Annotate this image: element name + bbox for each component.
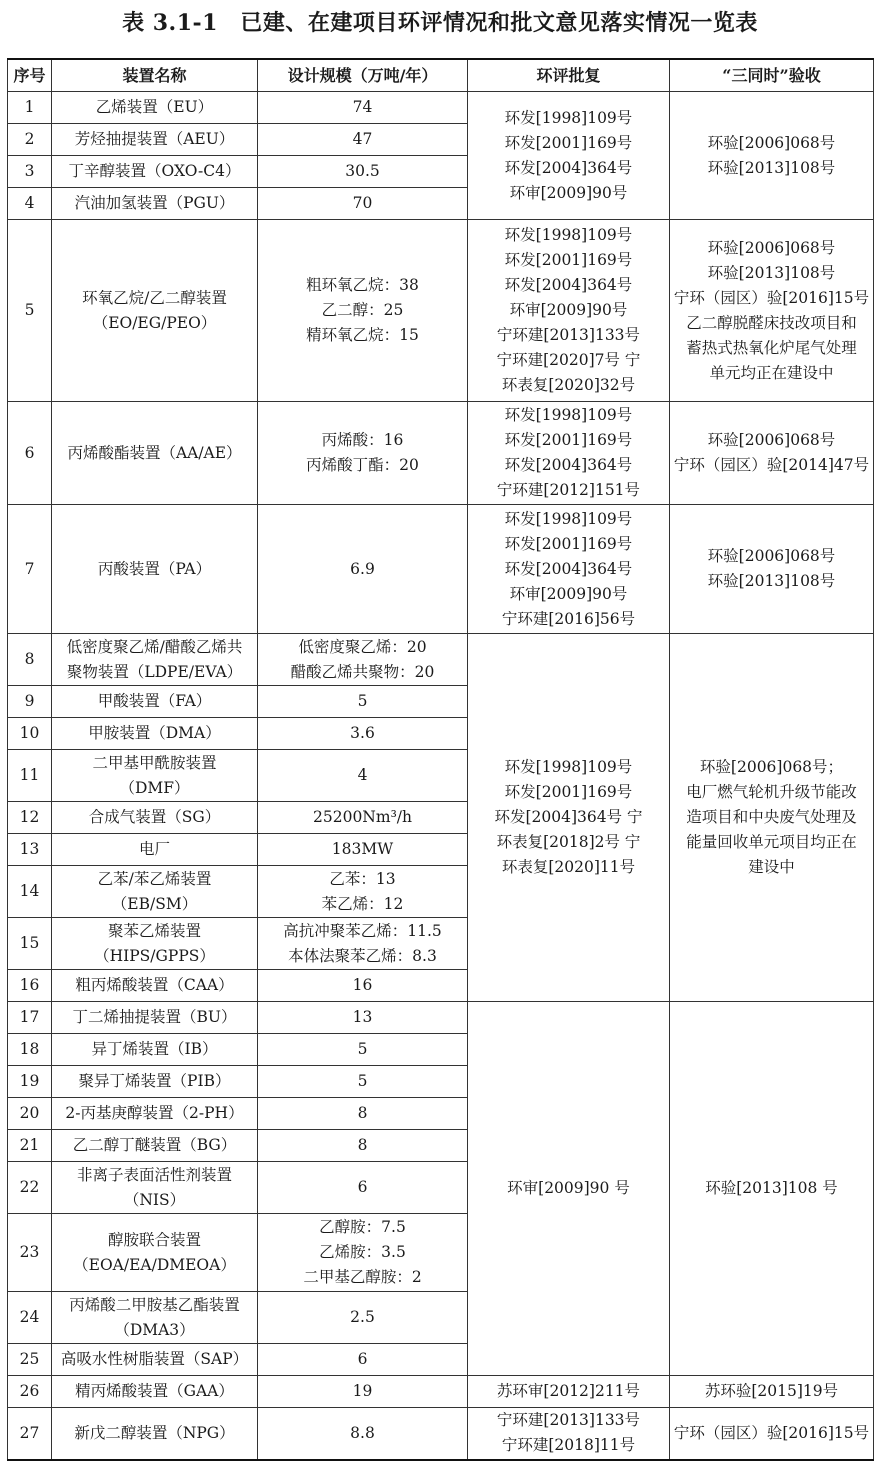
unit-name xyxy=(52,92,258,124)
acceptance-cell xyxy=(670,402,874,505)
unit-name-line: 乙苯/苯乙烯装置 xyxy=(97,869,212,888)
approval-line: 环发[2001]169号 xyxy=(504,431,633,449)
row-number: 4 xyxy=(8,188,52,220)
row-number: 16 xyxy=(8,970,52,1002)
unit-name xyxy=(52,750,258,802)
row-number: 2 xyxy=(8,124,52,156)
acceptance-line: 建设中 xyxy=(748,858,795,876)
table-row xyxy=(8,634,874,686)
row-number: 17 xyxy=(8,1002,52,1034)
design-scale-line: 30.5 xyxy=(345,162,380,180)
design-scale-line: 8 xyxy=(357,1104,368,1122)
unit-name-line: （EB/SM） xyxy=(111,894,198,913)
approval-line: 环表复[2020]32号 xyxy=(501,376,636,394)
acceptance-line: 电厂燃气轮机升级节能改 xyxy=(686,783,857,801)
design-scale-line: 2.5 xyxy=(350,1308,375,1326)
approval-cell xyxy=(468,505,670,634)
acceptance-line: 宁环（园区）验[2016]15号 xyxy=(673,288,870,307)
unit-name-line: 新戊二醇装置（NPG） xyxy=(74,1423,235,1442)
acceptance-line: 环验[2006]068号 xyxy=(707,238,836,257)
design-scale xyxy=(258,1130,468,1162)
acceptance-line: 环验[2013]108 号 xyxy=(705,1179,838,1197)
design-scale xyxy=(258,1376,468,1408)
approval-line: 宁环建[2013]133号 xyxy=(496,1411,641,1430)
unit-name xyxy=(52,1344,258,1376)
design-scale-line: 二甲基乙醇胺：2 xyxy=(303,1268,422,1286)
design-scale-line: 丙烯酸：16 xyxy=(321,431,404,449)
unit-name-line: 芳烃抽提装置（AEU） xyxy=(74,130,235,148)
design-scale xyxy=(258,834,468,866)
design-scale-line: 乙二醇：25 xyxy=(321,301,404,319)
design-scale xyxy=(258,634,468,686)
unit-name-line: 聚物装置（LDPE/EVA） xyxy=(66,662,243,681)
design-scale xyxy=(258,156,468,188)
approval-cell xyxy=(468,1002,670,1376)
unit-name-line: 聚苯乙烯装置 xyxy=(107,921,201,940)
row-number: 22 xyxy=(8,1162,52,1214)
row-number: 8 xyxy=(8,634,52,686)
design-scale-line: 8 xyxy=(357,1136,368,1154)
unit-name-line: 粗丙烯酸装置（CAA） xyxy=(75,976,234,994)
unit-name-line: 高吸水性树脂装置（SAP） xyxy=(60,1350,249,1368)
row-number: 24 xyxy=(8,1292,52,1344)
row-number: 7 xyxy=(8,505,52,634)
design-scale-line: 4 xyxy=(357,766,368,784)
approval-line: 环发[1998]109号 xyxy=(504,108,633,127)
table-row xyxy=(8,220,874,402)
unit-name-line: 异丁烯装置（IB） xyxy=(91,1040,218,1058)
design-scale xyxy=(258,750,468,802)
header-scale: 设计规模（万吨/年） xyxy=(258,59,468,92)
approval-cell xyxy=(468,220,670,402)
approval-line: 宁环建[2020]7号 宁 xyxy=(496,351,641,369)
approval-line: 环发[1998]109号 xyxy=(504,509,633,528)
design-scale xyxy=(258,1344,468,1376)
approval-line: 环发[2004]364号 xyxy=(504,276,633,294)
unit-name-line: 醇胺联合装置 xyxy=(107,1230,201,1249)
row-number: 25 xyxy=(8,1344,52,1376)
row-number: 13 xyxy=(8,834,52,866)
unit-name-line: 精丙烯酸装置（GAA） xyxy=(75,1382,234,1400)
design-scale-line: 5 xyxy=(357,692,368,710)
design-scale xyxy=(258,220,468,402)
design-scale xyxy=(258,188,468,220)
design-scale-line: 6.9 xyxy=(350,559,375,578)
unit-name xyxy=(52,124,258,156)
header-no: 序号 xyxy=(8,59,52,92)
unit-name xyxy=(52,866,258,918)
design-scale xyxy=(258,1214,468,1292)
approval-line: 环发[2004]364号 xyxy=(504,158,633,177)
row-number: 12 xyxy=(8,802,52,834)
table-row xyxy=(8,505,874,634)
unit-name xyxy=(52,1098,258,1130)
acceptance-line: 乙二醇脱醛床技改项目和 xyxy=(686,313,857,332)
unit-name-line: 合成气装置（SG） xyxy=(88,808,221,826)
approval-line: 环发[2004]364号 xyxy=(504,456,633,474)
design-scale xyxy=(258,1066,468,1098)
row-number: 6 xyxy=(8,402,52,505)
acceptance-line: 单元均正在建设中 xyxy=(709,363,834,382)
unit-name xyxy=(52,1292,258,1344)
design-scale-line: 乙苯：13 xyxy=(329,869,396,888)
unit-name-line: 丙烯酸酯装置（AA/AE） xyxy=(67,443,242,462)
design-scale xyxy=(258,1034,468,1066)
design-scale-line: 47 xyxy=(352,130,373,148)
row-number: 3 xyxy=(8,156,52,188)
approval-cell xyxy=(468,634,670,1002)
approval-line: 环审[2009]90 号 xyxy=(507,1179,630,1197)
approval-line: 环发[2001]169号 xyxy=(504,251,633,269)
unit-name xyxy=(52,834,258,866)
acceptance-cell xyxy=(670,1408,874,1460)
acceptance-cell xyxy=(670,1376,874,1408)
acceptance-line: 环验[2013]108号 xyxy=(707,572,836,590)
unit-name xyxy=(52,686,258,718)
acceptance-line: 环验[2013]108号 xyxy=(707,158,836,177)
row-number: 14 xyxy=(8,866,52,918)
design-scale-line: 74 xyxy=(352,98,373,116)
design-scale xyxy=(258,866,468,918)
unit-name xyxy=(52,505,258,634)
approval-line: 环发[1998]109号 xyxy=(504,758,633,776)
unit-name xyxy=(52,1002,258,1034)
header-name: 装置名称 xyxy=(52,59,258,92)
acceptance-line: 环验[2006]068号 xyxy=(707,133,836,152)
unit-name-line: 乙二醇丁醚装置（BG） xyxy=(72,1136,237,1154)
unit-name-line: （HIPS/GPPS） xyxy=(94,946,215,965)
design-scale xyxy=(258,802,468,834)
table-row xyxy=(8,1002,874,1034)
unit-name xyxy=(52,1408,258,1460)
design-scale-line: 5 xyxy=(357,1040,368,1058)
header-approval: 环评批复 xyxy=(468,59,670,92)
approval-line: 宁环建[2013]133号 xyxy=(496,326,641,344)
row-number: 21 xyxy=(8,1130,52,1162)
row-number: 9 xyxy=(8,686,52,718)
table-row xyxy=(8,1408,874,1460)
acceptance-line: 环验[2013]108号 xyxy=(707,263,836,282)
acceptance-line: 宁环（园区）验[2016]15号 xyxy=(673,1423,870,1442)
approval-line: 环表复[2020]11号 xyxy=(501,858,636,876)
row-number: 20 xyxy=(8,1098,52,1130)
approval-line: 环审[2009]90号 xyxy=(509,584,628,603)
design-scale-line: 183MW xyxy=(331,840,394,858)
unit-name-line: （EOA/EA/DMEOA） xyxy=(73,1255,236,1274)
unit-name-line: 二甲基甲酰胺装置 xyxy=(92,753,217,772)
unit-name-line: 丙烯酸二甲胺基乙酯装置 xyxy=(69,1295,240,1314)
unit-name-line: 丙酸装置（PA） xyxy=(97,559,212,578)
table-title: 表 3.1-1 已建、在建项目环评情况和批文意见落实情况一览表 xyxy=(122,10,758,36)
unit-name-line: （DMA3） xyxy=(114,1320,195,1339)
acceptance-line: 环验[2006]068号； xyxy=(699,758,844,776)
design-scale xyxy=(258,1098,468,1130)
design-scale-line: 本体法聚苯乙烯：8.3 xyxy=(288,946,437,965)
row-number: 10 xyxy=(8,718,52,750)
approval-line: 环发[1998]109号 xyxy=(504,406,633,424)
unit-name-line: （DMF） xyxy=(119,778,190,797)
approval-line: 环发[2001]169号 xyxy=(504,133,633,152)
design-scale-line: 16 xyxy=(352,976,373,994)
unit-name-line: （EO/EG/PEO） xyxy=(92,313,217,332)
unit-name-line: 丁二烯抽提装置（BU） xyxy=(72,1008,237,1026)
approval-cell xyxy=(468,1408,670,1460)
approval-cell xyxy=(468,402,670,505)
row-number: 23 xyxy=(8,1214,52,1292)
design-scale-line: 低密度聚乙烯：20 xyxy=(298,637,427,656)
design-scale xyxy=(258,970,468,1002)
approval-line: 环发[2004]364号 宁 xyxy=(494,808,643,826)
design-scale xyxy=(258,92,468,124)
table-row xyxy=(8,1376,874,1408)
approval-line: 宁环建[2016]56号 xyxy=(501,609,636,628)
design-scale xyxy=(258,124,468,156)
unit-name xyxy=(52,188,258,220)
unit-name-line: 2-丙基庚醇装置（2-PH） xyxy=(65,1104,244,1122)
unit-name-line: 低密度聚乙烯/醋酸乙烯共 xyxy=(66,637,243,656)
approval-line: 环审[2009]90号 xyxy=(509,301,628,319)
unit-name xyxy=(52,918,258,970)
unit-name xyxy=(52,634,258,686)
row-number: 5 xyxy=(8,220,52,402)
approval-line: 环发[1998]109号 xyxy=(504,226,633,244)
acceptance-cell xyxy=(670,92,874,220)
unit-name-line: 汽油加氢装置（PGU） xyxy=(74,194,235,212)
design-scale xyxy=(258,918,468,970)
table-row xyxy=(8,402,874,505)
design-scale xyxy=(258,505,468,634)
unit-name-line: （NIS） xyxy=(123,1190,186,1209)
unit-name-line: 丁辛醇装置（OXO-C4） xyxy=(68,162,241,180)
design-scale-line: 粗环氧乙烷：38 xyxy=(306,276,419,294)
approval-cell xyxy=(468,92,670,220)
unit-name-line: 聚异丁烯装置（PIB） xyxy=(78,1072,231,1090)
acceptance-cell xyxy=(670,505,874,634)
unit-name xyxy=(52,1162,258,1214)
design-scale xyxy=(258,1162,468,1214)
unit-name-line: 乙烯装置（EU） xyxy=(95,98,214,116)
header-acceptance: “三同时”验收 xyxy=(670,59,874,92)
unit-name-line: 甲胺装置（DMA） xyxy=(88,724,221,742)
row-number: 11 xyxy=(8,750,52,802)
project-table xyxy=(7,58,874,1461)
acceptance-line: 苏环验[2015]19号 xyxy=(704,1382,839,1400)
unit-name-line: 环氧乙烷/乙二醇装置 xyxy=(82,288,227,307)
design-scale-line: 丙烯酸丁酯：20 xyxy=(306,456,419,474)
acceptance-line: 环验[2006]068号 xyxy=(707,431,836,449)
approval-line: 环发[2001]169号 xyxy=(504,534,633,553)
acceptance-line: 造项目和中央废气处理及 xyxy=(686,808,857,826)
design-scale xyxy=(258,1002,468,1034)
unit-name xyxy=(52,802,258,834)
approval-line: 苏环审[2012]211号 xyxy=(496,1382,641,1400)
table-body xyxy=(8,92,874,1460)
unit-name xyxy=(52,1034,258,1066)
design-scale xyxy=(258,1408,468,1460)
unit-name xyxy=(52,156,258,188)
unit-name xyxy=(52,1130,258,1162)
design-scale-line: 苯乙烯：12 xyxy=(321,894,404,913)
row-number: 19 xyxy=(8,1066,52,1098)
acceptance-cell xyxy=(670,634,874,1002)
design-scale-line: 高抗冲聚苯乙烯：11.5 xyxy=(283,921,442,940)
design-scale-line: 醋酸乙烯共聚物：20 xyxy=(290,662,435,681)
row-number: 26 xyxy=(8,1376,52,1408)
row-number: 18 xyxy=(8,1034,52,1066)
design-scale-line: 19 xyxy=(352,1382,373,1400)
design-scale-line: 6 xyxy=(357,1350,368,1368)
acceptance-line: 能量回收单元项目均正在 xyxy=(686,833,857,851)
design-scale-line: 5 xyxy=(357,1072,368,1090)
approval-line: 环发[2001]169号 xyxy=(504,783,633,801)
row-number: 1 xyxy=(8,92,52,124)
unit-name xyxy=(52,1066,258,1098)
design-scale-line: 乙醇胺：7.5 xyxy=(319,1218,406,1236)
design-scale-line: 70 xyxy=(352,194,373,212)
design-scale-line: 25200Nm³/h xyxy=(313,808,412,826)
acceptance-line: 环验[2006]068号 xyxy=(707,547,836,565)
approval-line: 环发[2004]364号 xyxy=(504,559,633,578)
design-scale-line: 乙烯胺：3.5 xyxy=(319,1243,406,1261)
unit-name xyxy=(52,1376,258,1408)
acceptance-cell xyxy=(670,1002,874,1376)
design-scale xyxy=(258,686,468,718)
design-scale-line: 6 xyxy=(357,1178,368,1196)
row-number: 15 xyxy=(8,918,52,970)
approval-line: 宁环建[2018]11号 xyxy=(501,1436,636,1455)
acceptance-cell xyxy=(670,220,874,402)
unit-name-line: 非离子表面活性剂装置 xyxy=(76,1165,232,1184)
design-scale-line: 精环氧乙烷：15 xyxy=(306,326,419,344)
unit-name-line: 甲酸装置（FA） xyxy=(97,692,212,710)
design-scale xyxy=(258,1292,468,1344)
approval-line: 环表复[2018]2号 宁 xyxy=(496,833,641,851)
table-row xyxy=(8,92,874,124)
design-scale xyxy=(258,718,468,750)
unit-name xyxy=(52,718,258,750)
unit-name xyxy=(52,402,258,505)
row-number: 27 xyxy=(8,1408,52,1460)
design-scale xyxy=(258,402,468,505)
design-scale-line: 13 xyxy=(352,1008,373,1026)
unit-name xyxy=(52,970,258,1002)
acceptance-line: 蓄热式热氧化炉尾气处理 xyxy=(686,338,857,357)
design-scale-line: 8.8 xyxy=(350,1423,375,1442)
unit-name-line: 电厂 xyxy=(138,840,170,858)
acceptance-line: 宁环（园区）验[2014]47号 xyxy=(673,456,870,474)
approval-line: 环审[2009]90号 xyxy=(509,183,628,202)
unit-name xyxy=(52,1214,258,1292)
approval-line: 宁环建[2012]151号 xyxy=(496,481,641,499)
unit-name xyxy=(52,220,258,402)
approval-cell xyxy=(468,1376,670,1408)
header-row xyxy=(8,59,874,92)
design-scale-line: 3.6 xyxy=(350,724,375,742)
